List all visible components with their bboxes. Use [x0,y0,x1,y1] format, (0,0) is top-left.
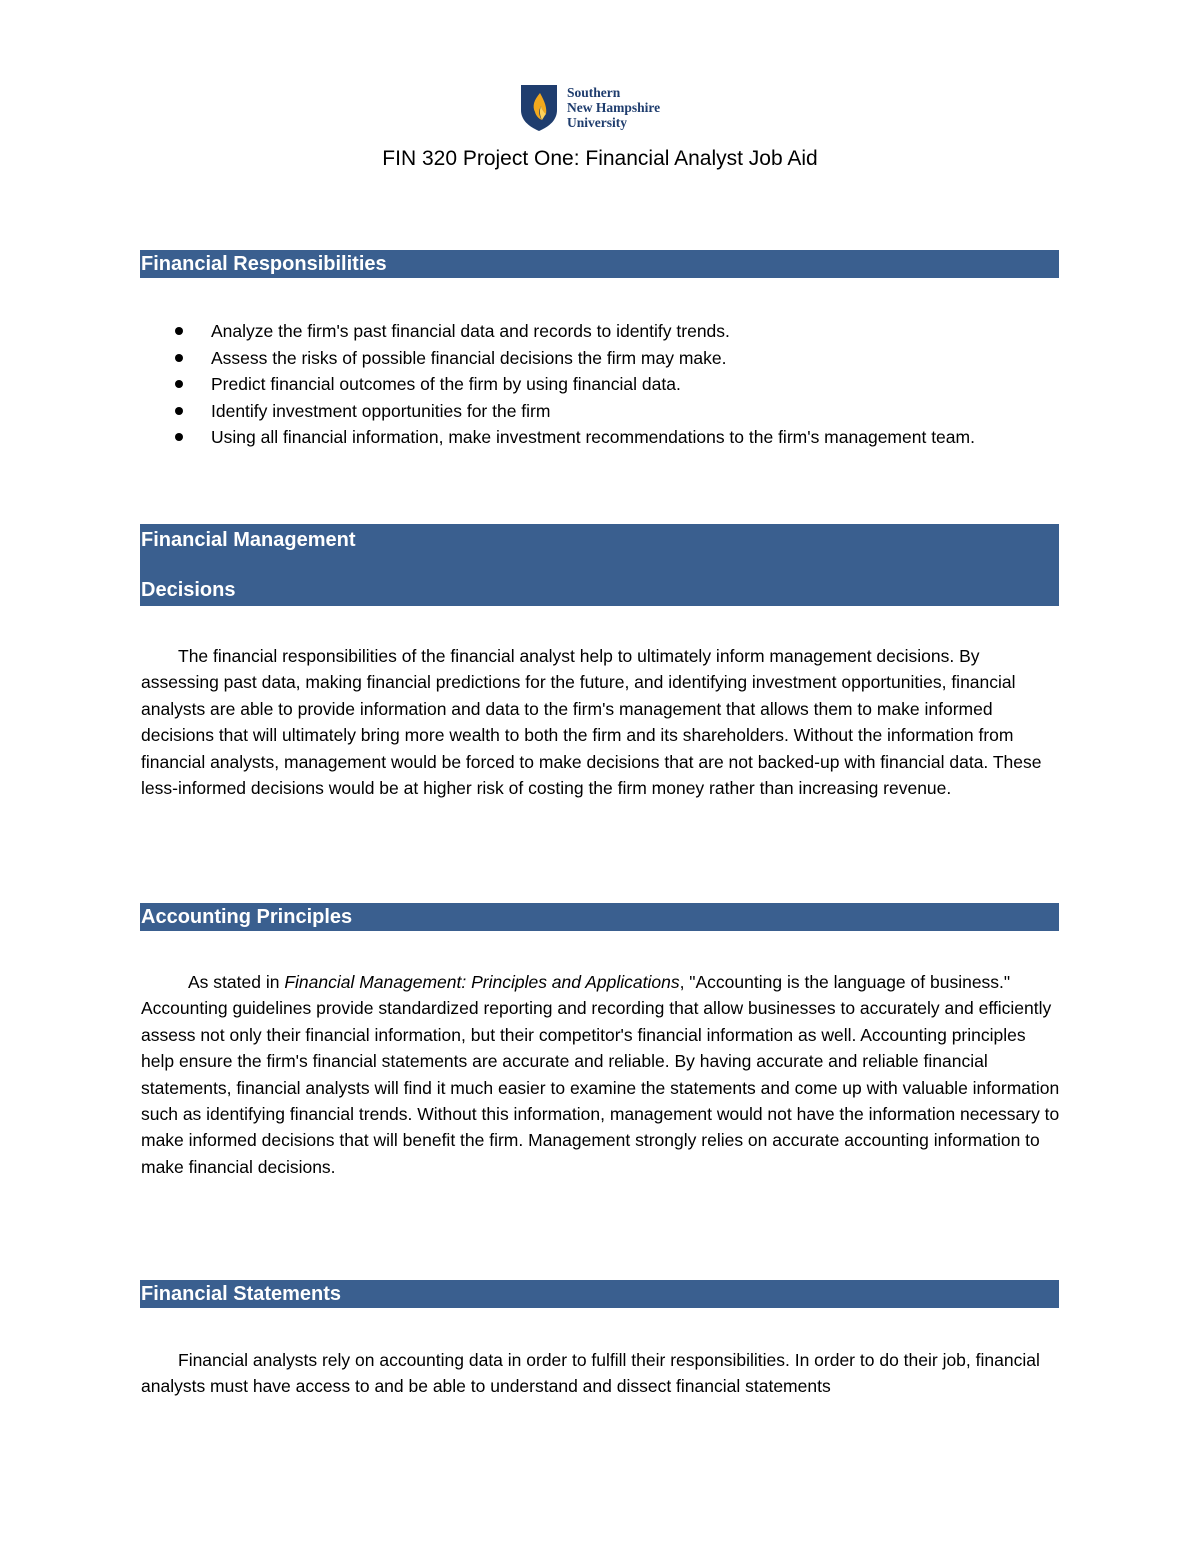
section-heading-responsibilities [140,250,1059,278]
logo-wordmark [567,85,660,130]
list-item-text: Identify investment opportunities for the firm [211,400,551,421]
logo-line-1: Southern [567,85,621,100]
document-title: FIN 320 Project One: Financial Analyst Job Aid [382,147,818,170]
accounting-paragraph [141,969,1061,1180]
logo-line-3: University [567,115,627,130]
bullet-icon [175,407,183,415]
shield-flame-icon [520,84,558,132]
list-item-text: Predict financial outcomes of the firm by using financial data. [211,374,681,394]
list-item-text: Assess the risks of possible financial decisions the firm may make. [211,347,727,368]
section-heading-accounting [140,903,1059,931]
section-heading-statements [140,1280,1059,1308]
section-heading-management [140,524,1059,606]
section-heading-text: Decisions [141,579,236,601]
section-heading-text: Financial Management [141,529,356,551]
list-item-text: Analyze the firm's past financial data and records to identify trends. [211,321,730,341]
paragraph-text: As stated in [188,972,285,992]
list-item [170,424,1050,451]
responsibilities-list [170,318,1050,451]
bullet-icon [175,327,183,335]
list-item [170,398,1050,425]
university-logo [520,84,690,134]
bullet-icon [175,354,183,362]
bullet-icon [175,433,183,441]
list-item [170,318,1050,345]
section-heading-text: Financial Responsibilities [141,253,387,275]
list-item-text: Using all financial information, make investment recommendations to the firm's management team. [211,427,975,447]
section-heading-text: Accounting Principles [141,906,353,928]
statements-paragraph: Financial analysts rely on accounting data in order to fulfill their responsibilities. In order to do their job, financial analysts must have access to and be able to understand and dissect financial statements [141,1350,1040,1397]
list-item [170,345,1050,372]
logo-line-2: New Hampshire [567,100,661,115]
section-heading-text: Financial Statements [141,1283,342,1305]
book-title: Financial Management: Principles and Applications [284,972,680,992]
management-paragraph: The financial responsibilities of the financial analyst help to ultimately inform management decisions. By assessing past data, making financial predictions for the future, and identifying investment opportunities, financial analysts are able to provide information and data to the firm's management that allows them to make informed decisions that will ultimately bring more wealth to both the firm and its shareholders. Without the information from financial analysts, management would be forced to make decisions that are not backed-up with financial data. These less-informed decisions would be at higher risk of costing the firm money rather than increasing revenue. [141,646,1042,799]
bullet-icon [175,380,183,388]
list-item [170,371,1050,398]
paragraph-text: , "Accounting is the language of business." Accounting guidelines provide standardized reporting and recording that allow businesses to accurately and efficiently assess not only their financial information, but their competitor's financial information as well. Accounting principles help ensure the firm's financial statements are accurate and reliable. By having accurate and reliable financial statements, financial analysts will find it much easier to examine the statements and come up with valuable information such as identifying financial trends. Without this information, management would not have the information necessary to make informed decisions that will benefit the firm. Management strongly relies on accurate accounting information to make financial decisions. [141,972,1060,1177]
